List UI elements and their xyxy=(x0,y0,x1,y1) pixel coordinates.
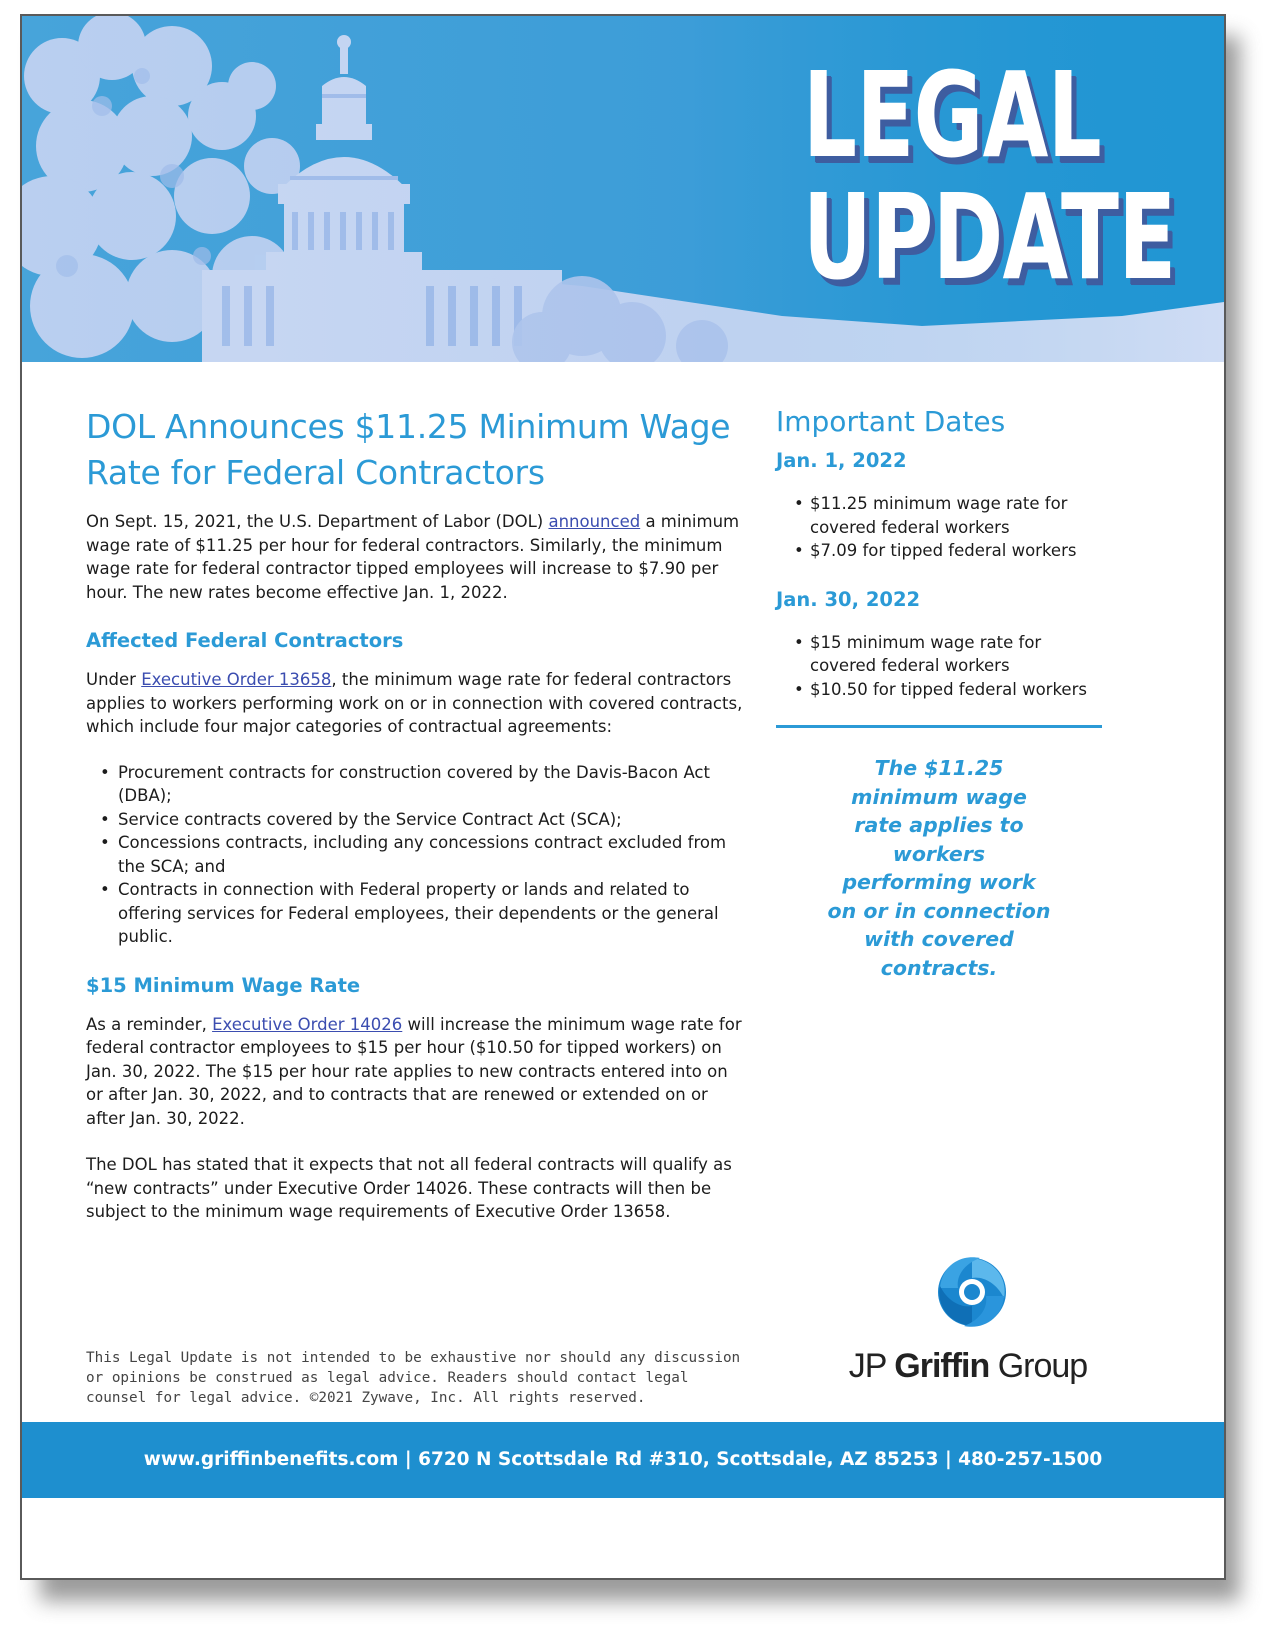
affected-paragraph xyxy=(86,668,746,739)
logo-text-jp: JP xyxy=(848,1347,895,1385)
list-item: • $10.50 for tipped federal workers xyxy=(776,678,1106,702)
list-item: • Contracts in connection with Federal property or lands and related to offering services for Federal employees, their dependents or the general public. xyxy=(86,878,746,949)
intro-paragraph xyxy=(86,510,746,604)
affected-text-2: , the minimum wage rate for federal contractors applies to workers performing work on or in connection with covered contracts, which include four major categories of contractual agreements: xyxy=(86,670,743,736)
list-item: • $7.09 for tipped federal workers xyxy=(776,539,1106,563)
section-heading-affected: Affected Federal Contractors xyxy=(86,629,404,652)
reminder-text-1: As a reminder, xyxy=(86,1014,213,1034)
logo-wordmark xyxy=(848,1346,1088,1386)
list-item: • Concessions contracts, including any concessions contract excluded from the SCA; and xyxy=(86,831,746,878)
list-item: • Service contracts covered by the Service Contract Act (SCA); xyxy=(86,808,746,832)
list-item: • $11.25 minimum wage rate for covered federal workers xyxy=(776,492,1106,539)
contract-category-list xyxy=(86,761,746,949)
section-heading-15-minimum: $15 Minimum Wage Rate xyxy=(86,973,361,997)
legal-disclaimer: This Legal Update is not intended to be exhaustive nor should any discussion or opinions be construed as legal advice. Readers should contact legal counsel for legal advice. ©2021 Zywave, Inc. All rights reserved. xyxy=(86,1350,741,1406)
list-item: • Procurement contracts for construction covered by the Davis-Bacon Act (DBA); xyxy=(86,761,746,808)
legal-update-title xyxy=(803,46,1176,306)
executive-order-14026-link[interactable]: Executive Order 14026 xyxy=(212,1014,403,1034)
sidebar-heading: Important Dates xyxy=(776,405,1006,438)
jp-griffin-logo xyxy=(848,1248,1088,1388)
header-banner xyxy=(22,16,1224,362)
swirl-logo-icon xyxy=(932,1248,1012,1334)
logo-text-griffin: Griffin xyxy=(894,1347,990,1385)
executive-order-13658-link[interactable]: Executive Order 13658 xyxy=(141,670,332,689)
logo-text-group: Group xyxy=(989,1347,1088,1385)
footer-contact-info: www.griffinbenefits.com | 6720 N Scottsdale Rd #310, Scottsdale, AZ 85253 | 480-257-1500 xyxy=(143,1449,1103,1470)
intro-text-1: On Sept. 15, 2021, the U.S. Department of Labor (DOL) xyxy=(86,512,549,531)
announced-link[interactable]: announced xyxy=(548,512,641,531)
dol-statement-paragraph: The DOL has stated that it expects that not all federal contracts will qualify as “new contracts” under Executive Order 14026. These contracts will then be subject to the minimum wage requirements of Executive Order 13658. xyxy=(86,1155,732,1221)
sidebar-divider xyxy=(776,725,1102,728)
callout-quote: The $11.25 minimum wage rate applies to workers performing work on or in connection with covered contracts. xyxy=(827,756,1051,980)
list-item: • $15 minimum wage rate for covered federal workers xyxy=(776,631,1106,678)
jan-1-list xyxy=(776,492,1106,563)
title-line-update: UPDATE xyxy=(803,168,1176,306)
jan-30-list xyxy=(776,631,1106,702)
date-heading-jan-1: Jan. 1, 2022 xyxy=(776,449,907,472)
important-dates-sidebar xyxy=(776,404,1106,982)
title-line-legal: LEGAL xyxy=(803,46,1102,184)
contact-footer xyxy=(22,1422,1224,1498)
date-heading-jan-30: Jan. 30, 2022 xyxy=(776,587,921,611)
intro-text-2: a minimum wage rate of $11.25 per hour for federal contractors. Similarly, the minimum wage rate for federal contractor tipped employees will increase to $7.90 per hour. The new rates become effective Jan. 1, 2022. xyxy=(86,512,740,602)
reminder-paragraph xyxy=(86,1013,746,1131)
affected-text-1: Under xyxy=(86,670,142,689)
document-page xyxy=(20,14,1226,1580)
article-column xyxy=(86,404,746,1224)
article-title: DOL Announces $11.25 Minimum Wage Rate for Federal Contractors xyxy=(86,407,731,492)
reminder-text-2: will increase the minimum wage rate for federal contractor employees to $15 per hour ($10.50 for tipped workers) on Jan. 30, 2022. The $15 per hour rate applies to new contracts entered into on or after Jan. 30, 2022, and to contracts that are renewed or extended on or after Jan. 30, 2022. xyxy=(86,1014,742,1128)
